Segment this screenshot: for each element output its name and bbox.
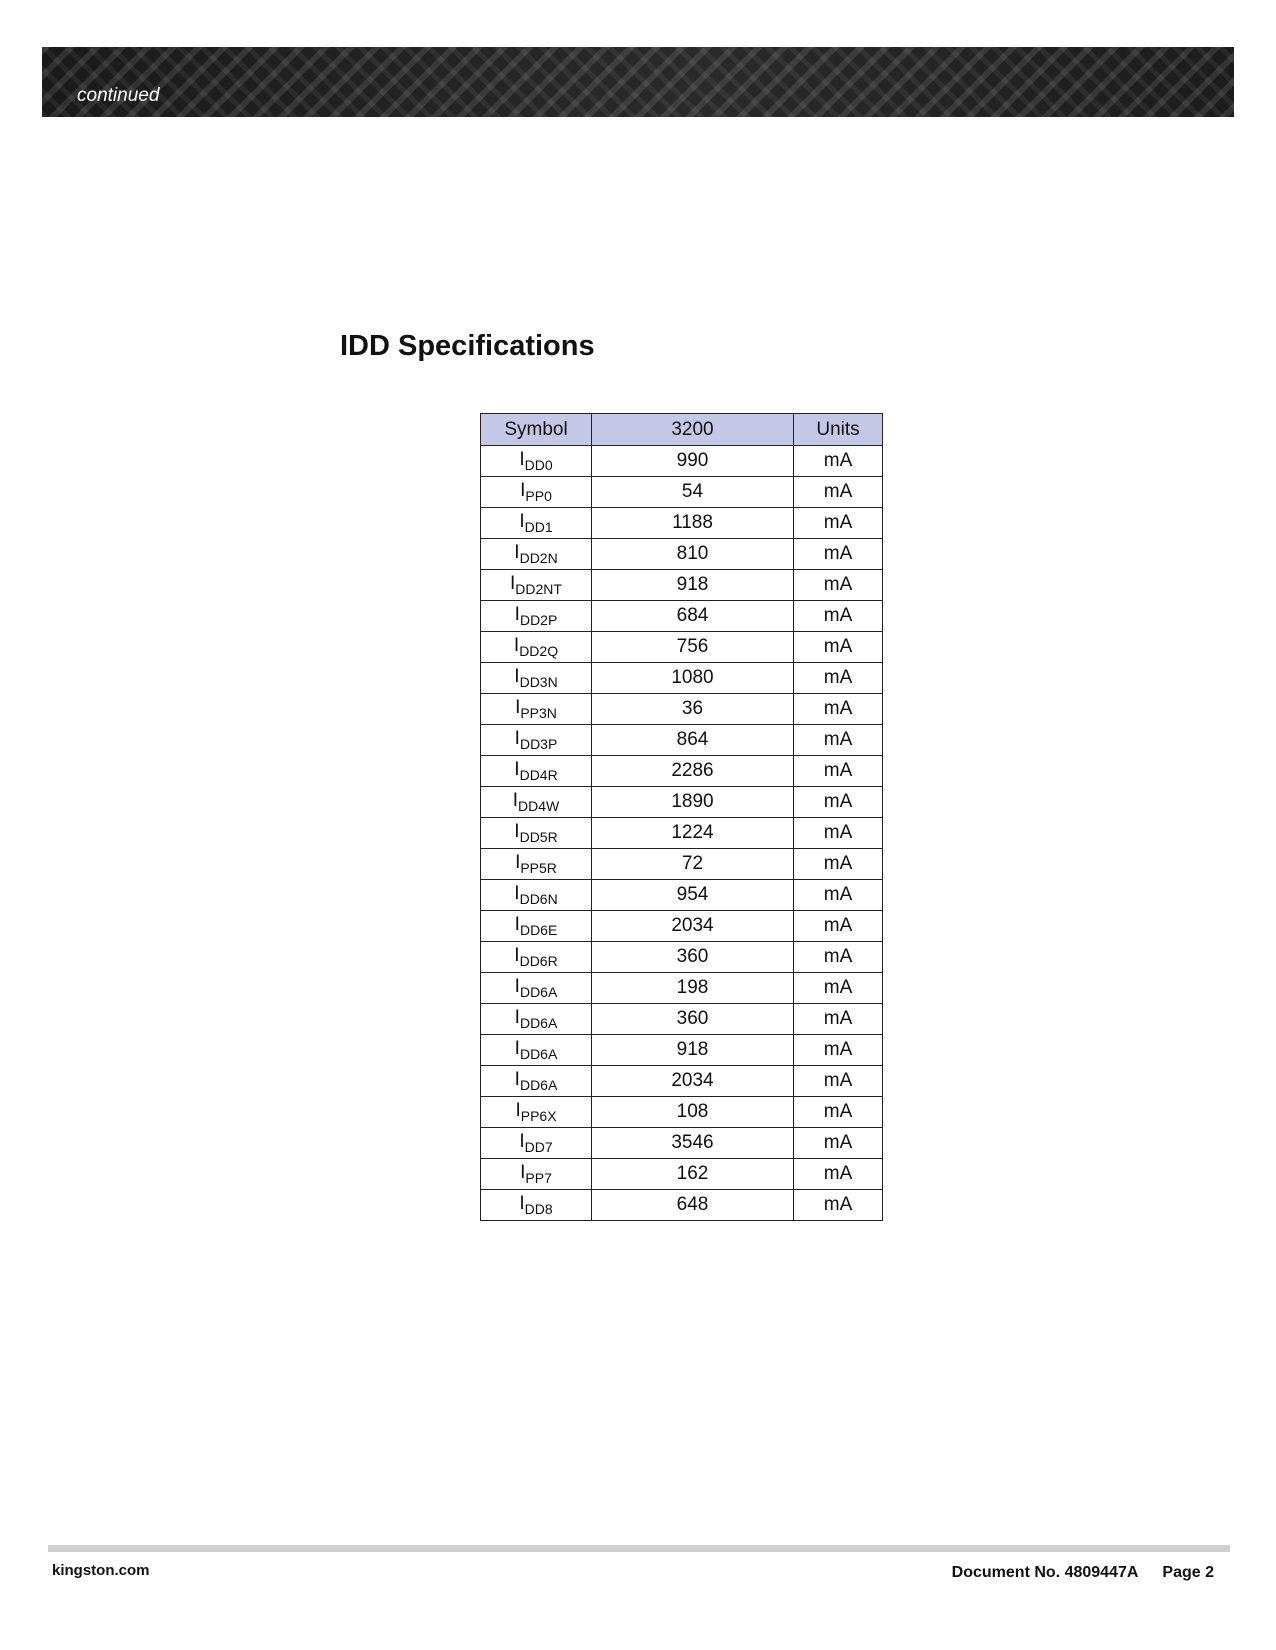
symbol-cell <box>481 942 592 973</box>
table-row <box>481 694 883 725</box>
symbol-cell <box>481 1128 592 1159</box>
symbol-base: I <box>514 945 520 966</box>
symbol-base: I <box>513 635 520 656</box>
symbol-subscript: DD6A <box>519 1046 558 1062</box>
symbol-base: I <box>519 449 525 470</box>
value-cell: 1224 <box>592 818 794 849</box>
symbol-subscript: DD6A <box>519 1077 558 1093</box>
unit-cell: mA <box>794 849 883 880</box>
symbol-cell <box>481 1035 592 1066</box>
unit-cell: mA <box>794 1097 883 1128</box>
section-title: IDD Specifications <box>340 330 595 362</box>
unit-cell: mA <box>794 787 883 818</box>
symbol-cell <box>481 539 592 570</box>
value-cell: 1188 <box>592 508 794 539</box>
value-cell: 1890 <box>592 787 794 818</box>
value-cell: 72 <box>592 849 794 880</box>
table-row <box>481 942 883 973</box>
symbol-base: I <box>514 821 520 842</box>
value-cell: 360 <box>592 942 794 973</box>
value-cell: 810 <box>592 539 794 570</box>
table-row <box>481 1190 883 1221</box>
symbol-subscript: DD3N <box>519 674 558 690</box>
value-cell: 2034 <box>592 1066 794 1097</box>
symbol-base: I <box>519 1131 525 1152</box>
table-row <box>481 849 883 880</box>
symbol-cell <box>481 880 592 911</box>
symbol-base: I <box>514 1007 520 1028</box>
unit-cell: mA <box>794 1190 883 1221</box>
value-cell: 864 <box>592 725 794 756</box>
symbol-cell <box>481 1159 592 1190</box>
symbol-cell <box>481 446 592 477</box>
unit-cell: mA <box>794 601 883 632</box>
symbol-cell <box>481 1066 592 1097</box>
symbol-cell <box>481 508 592 539</box>
unit-cell: mA <box>794 1004 883 1035</box>
symbol-base: I <box>519 511 525 532</box>
value-cell: 1080 <box>592 663 794 694</box>
unit-cell: mA <box>794 539 883 570</box>
value-cell: 756 <box>592 632 794 663</box>
symbol-cell <box>481 694 592 725</box>
symbol-subscript: DD8 <box>524 1201 553 1217</box>
symbol-cell <box>481 1004 592 1035</box>
symbol-subscript: PP0 <box>525 488 552 504</box>
symbol-cell <box>481 570 592 601</box>
symbol-subscript: PP6X <box>520 1108 557 1124</box>
symbol-base: I <box>510 573 516 594</box>
table-row <box>481 1097 883 1128</box>
unit-cell: mA <box>794 911 883 942</box>
value-cell: 990 <box>592 446 794 477</box>
symbol-subscript: DD1 <box>524 519 553 535</box>
symbol-cell <box>481 911 592 942</box>
symbol-subscript: DD2NT <box>515 581 562 597</box>
value-cell: 954 <box>592 880 794 911</box>
value-cell: 54 <box>592 477 794 508</box>
symbol-subscript: DD6N <box>519 891 558 907</box>
table-row <box>481 1159 883 1190</box>
symbol-base: I <box>515 697 521 718</box>
symbol-cell <box>481 663 592 694</box>
symbol-subscript: PP5R <box>520 860 557 876</box>
header-speed: 3200 <box>592 414 794 446</box>
symbol-subscript: DD4R <box>519 767 558 783</box>
symbol-base: I <box>515 852 521 873</box>
document-number: Document No. 4809447A <box>951 1564 1139 1581</box>
symbol-subscript: DD6A <box>519 984 558 1000</box>
symbol-cell <box>481 601 592 632</box>
footer-divider <box>48 1545 1230 1552</box>
symbol-cell <box>481 725 592 756</box>
value-cell: 108 <box>592 1097 794 1128</box>
table-row <box>481 632 883 663</box>
table-row <box>481 1128 883 1159</box>
symbol-base: I <box>520 480 526 501</box>
value-cell: 2286 <box>592 756 794 787</box>
unit-cell: mA <box>794 880 883 911</box>
symbol-cell <box>481 756 592 787</box>
table-row <box>481 539 883 570</box>
unit-cell: mA <box>794 694 883 725</box>
header-symbol: Symbol <box>481 414 592 446</box>
unit-cell: mA <box>794 1159 883 1190</box>
unit-cell: mA <box>794 508 883 539</box>
symbol-base: I <box>514 1069 520 1090</box>
unit-cell: mA <box>794 663 883 694</box>
value-cell: 36 <box>592 694 794 725</box>
value-cell: 198 <box>592 973 794 1004</box>
value-cell: 918 <box>592 1035 794 1066</box>
table-row <box>481 570 883 601</box>
symbol-subscript: PP3N <box>520 705 557 721</box>
table-row <box>481 756 883 787</box>
symbol-base: I <box>514 883 520 904</box>
symbol-subscript: DD4W <box>518 798 560 814</box>
symbol-cell <box>481 849 592 880</box>
table-row <box>481 1004 883 1035</box>
symbol-base: I <box>514 976 520 997</box>
symbol-subscript: DD2Q <box>519 643 559 659</box>
value-cell: 360 <box>592 1004 794 1035</box>
symbol-subscript: DD3P <box>519 736 558 752</box>
symbol-cell <box>481 1190 592 1221</box>
symbol-base: I <box>514 728 520 749</box>
symbol-cell <box>481 477 592 508</box>
unit-cell: mA <box>794 446 883 477</box>
unit-cell: mA <box>794 1066 883 1097</box>
unit-cell: mA <box>794 973 883 1004</box>
symbol-subscript: DD2N <box>519 550 558 566</box>
symbol-cell <box>481 818 592 849</box>
value-cell: 162 <box>592 1159 794 1190</box>
symbol-cell <box>481 1097 592 1128</box>
table-row <box>481 508 883 539</box>
unit-cell: mA <box>794 477 883 508</box>
table-row <box>481 880 883 911</box>
footer-website: kingston.com <box>52 1562 150 1579</box>
symbol-base: I <box>514 1038 520 1059</box>
unit-cell: mA <box>794 725 883 756</box>
unit-cell: mA <box>794 942 883 973</box>
table-row <box>481 1066 883 1097</box>
symbol-subscript: DD5R <box>519 829 558 845</box>
symbol-base: I <box>514 759 520 780</box>
table-body <box>481 446 883 1221</box>
unit-cell: mA <box>794 570 883 601</box>
table-row <box>481 446 883 477</box>
table-row <box>481 973 883 1004</box>
header-banner <box>42 47 1234 117</box>
symbol-subscript: PP7 <box>525 1170 552 1186</box>
unit-cell: mA <box>794 1128 883 1159</box>
symbol-base: I <box>514 666 520 687</box>
value-cell: 648 <box>592 1190 794 1221</box>
header-units: Units <box>794 414 883 446</box>
unit-cell: mA <box>794 756 883 787</box>
symbol-base: I <box>515 1100 521 1121</box>
symbol-base: I <box>520 1162 526 1183</box>
symbol-cell <box>481 973 592 1004</box>
page-number: Page 2 <box>1162 1564 1214 1581</box>
symbol-subscript: DD6E <box>519 922 558 938</box>
value-cell: 3546 <box>592 1128 794 1159</box>
symbol-cell <box>481 632 592 663</box>
symbol-subscript: DD0 <box>524 457 553 473</box>
value-cell: 918 <box>592 570 794 601</box>
table-row <box>481 911 883 942</box>
table-row <box>481 725 883 756</box>
table-row <box>481 787 883 818</box>
symbol-base: I <box>514 542 520 563</box>
table-row <box>481 477 883 508</box>
symbol-base: I <box>519 1193 525 1214</box>
table-row <box>481 1035 883 1066</box>
unit-cell: mA <box>794 1035 883 1066</box>
table-row <box>481 601 883 632</box>
table-row <box>481 663 883 694</box>
table-header-row <box>481 414 883 446</box>
idd-spec-table <box>480 413 883 1221</box>
table-row <box>481 818 883 849</box>
symbol-base: I <box>514 914 520 935</box>
unit-cell: mA <box>794 818 883 849</box>
symbol-base: I <box>514 604 520 625</box>
banner-continued-label: continued <box>77 85 160 106</box>
value-cell: 2034 <box>592 911 794 942</box>
symbol-subscript: DD6R <box>519 953 558 969</box>
unit-cell: mA <box>794 632 883 663</box>
symbol-subscript: DD7 <box>524 1139 553 1155</box>
symbol-subscript: DD2P <box>519 612 558 628</box>
symbol-subscript: DD6A <box>519 1015 558 1031</box>
symbol-cell <box>481 787 592 818</box>
footer-doc-info <box>952 1564 1214 1582</box>
value-cell: 684 <box>592 601 794 632</box>
symbol-base: I <box>512 790 519 811</box>
